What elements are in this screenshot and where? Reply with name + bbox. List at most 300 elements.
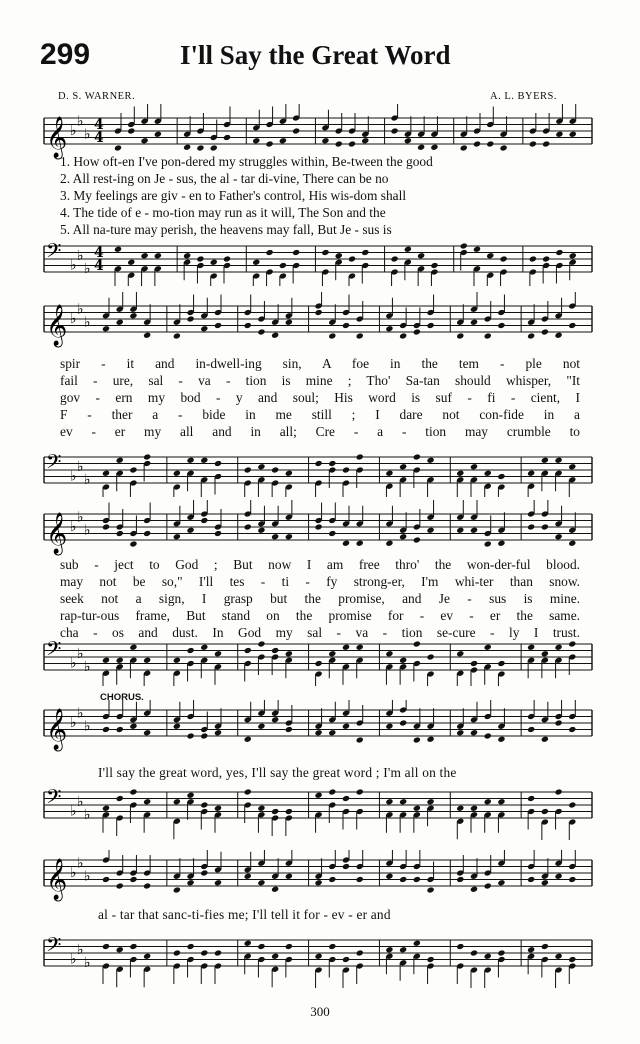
- note-chord: [391, 104, 399, 135]
- note-chord: [356, 788, 364, 829]
- note-chord: [470, 858, 478, 893]
- note-chord: [541, 808, 549, 840]
- note-chord: [385, 298, 393, 333]
- treble-clef-icon: 𝄞: [46, 305, 68, 346]
- note-chord: [315, 660, 323, 686]
- note-chord: [342, 795, 350, 830]
- note-chord: [143, 657, 151, 686]
- lyric-line: seek not a sign, I grasp but the promise, and Je - sus is mine.: [60, 591, 580, 606]
- note-chord: [497, 949, 505, 977]
- lyric-line: 1. How oft-en I've pon-dered my struggles within, Be-tween the good: [60, 154, 433, 169]
- note-chord: [315, 953, 323, 988]
- flat-icon: ♭: [77, 645, 84, 662]
- note-chord: [335, 252, 343, 280]
- note-chord: [399, 512, 407, 540]
- note-chord: [214, 805, 222, 833]
- note-chord: [196, 255, 204, 283]
- note-chord: [285, 705, 293, 733]
- note-chord: [187, 858, 195, 886]
- note-chord: [555, 644, 563, 679]
- note-chord: [315, 708, 323, 736]
- note-chord: [183, 252, 191, 280]
- note-chord: [285, 650, 293, 678]
- note-chord: [456, 855, 464, 883]
- note-chord: [200, 712, 208, 740]
- note-chord: [173, 949, 181, 984]
- note-chord: [321, 249, 329, 286]
- note-chord: [500, 255, 508, 286]
- note-chord: [555, 700, 563, 727]
- note-chord: [361, 116, 369, 144]
- note-chord: [187, 647, 195, 682]
- note-chord: [173, 304, 181, 339]
- lyrics-system-4: [60, 764, 580, 781]
- note-chord: [116, 700, 124, 733]
- note-chord: [527, 850, 535, 883]
- note-chord: [527, 304, 535, 339]
- svg-text:4: 4: [94, 130, 104, 147]
- note-chord: [200, 949, 208, 984]
- note-chord: [413, 940, 421, 975]
- lyric-line: F - ther a - bide in me still ; I dare not con-fide in a: [60, 407, 580, 422]
- flat-icon: ♭: [84, 718, 91, 735]
- note-chord: [361, 249, 369, 284]
- note-chord: [385, 506, 393, 547]
- note-chord: [143, 798, 151, 833]
- note-chord: [214, 460, 222, 495]
- note-chord: [456, 500, 464, 534]
- note-chord: [356, 506, 364, 547]
- note-chord: [427, 295, 435, 330]
- flat-icon: ♭: [77, 247, 84, 264]
- note-chord: [470, 463, 478, 497]
- note-chord: [456, 805, 464, 840]
- flat-icon: ♭: [70, 865, 77, 881]
- lyric-line: sub - ject to God ; But now I am free thro' the won-der-ful blood.: [60, 557, 580, 572]
- note-chord: [214, 650, 222, 685]
- note-chord: [456, 304, 464, 339]
- svg-text:4: 4: [94, 245, 104, 262]
- bass-clef-icon: 𝄢: [46, 933, 62, 961]
- note-chord: [427, 500, 435, 534]
- note-chord: [129, 466, 137, 497]
- note-chord: [385, 946, 393, 974]
- note-chord: [143, 503, 151, 538]
- note-chord: [555, 298, 563, 339]
- note-chord: [127, 107, 135, 135]
- note-chord: [342, 850, 350, 870]
- note-chord: [413, 805, 421, 833]
- lyric-line: gov - ern my bod - y and soul; His word is suf - fi - cient, I: [60, 390, 580, 405]
- note-chord: [102, 657, 110, 686]
- note-chord: [200, 500, 208, 524]
- note-chord: [569, 104, 577, 138]
- flat-icon: ♭: [84, 806, 91, 823]
- note-chord: [200, 298, 208, 333]
- lyricist-credit: D. S. WARNER.: [58, 91, 136, 102]
- flat-icon: ♭: [77, 458, 84, 475]
- flat-icon: ♭: [70, 468, 77, 485]
- note-chord: [385, 850, 393, 880]
- page-number: 300: [310, 1004, 330, 1019]
- note-chord: [328, 503, 336, 538]
- note-chord: [244, 295, 252, 330]
- note-chord: [470, 660, 478, 686]
- flat-icon: ♭: [84, 658, 91, 675]
- note-chord: [391, 255, 399, 286]
- treble-clef-icon: 𝄞: [46, 709, 68, 750]
- note-chord: [497, 512, 505, 547]
- note-chord: [271, 506, 279, 541]
- note-chord: [187, 943, 195, 978]
- note-chord: [470, 292, 478, 326]
- note-chord: [399, 798, 407, 833]
- note-chord: [173, 506, 181, 541]
- flat-icon: ♭: [84, 868, 91, 885]
- note-chord: [427, 956, 435, 984]
- note-chord: [116, 795, 124, 836]
- note-chord: [285, 943, 293, 978]
- lyric-line: al - tar that sanc-ti-fies me; I'll tell it for - ev - er and: [98, 907, 391, 922]
- note-chord: [315, 792, 323, 833]
- note-chord: [413, 850, 421, 883]
- note-chord: [214, 295, 222, 330]
- chorus-label: CHORUS.: [100, 692, 144, 703]
- note-chord: [555, 249, 563, 284]
- staff-lines: [44, 457, 592, 483]
- note-chord: [173, 702, 181, 730]
- svg-text:4: 4: [94, 117, 104, 134]
- staff-lines: [44, 940, 592, 966]
- lyrics-system-2: [60, 355, 580, 440]
- note-chord: [244, 466, 252, 497]
- note-chord: [541, 858, 549, 886]
- note-chord: [568, 801, 576, 840]
- note-chord: [527, 500, 535, 531]
- note-chord: [470, 805, 478, 833]
- flat-icon: ♭: [77, 301, 84, 318]
- note-chord: [328, 850, 336, 883]
- note-chord: [187, 295, 195, 323]
- note-chord: [143, 700, 151, 736]
- flat-icon: ♭: [84, 471, 91, 488]
- bass-staff-system-3: [0, 634, 640, 686]
- flat-icon: ♭: [70, 123, 77, 139]
- note-chord: [328, 650, 336, 678]
- note-chord: [114, 113, 122, 152]
- note-chord: [356, 301, 364, 340]
- treble-staff-system-5: [0, 850, 640, 908]
- flat-icon: ♭: [70, 655, 77, 672]
- note-chord: [315, 858, 323, 886]
- flat-icon: ♭: [84, 314, 91, 331]
- bass-clef-icon: 𝄢: [46, 637, 62, 665]
- note-chord: [470, 702, 478, 737]
- note-chord: [102, 805, 110, 833]
- note-chord: [385, 798, 393, 833]
- note-chord: [292, 104, 300, 135]
- note-chord: [102, 943, 110, 984]
- note-chord: [244, 702, 252, 743]
- note-chord: [143, 953, 151, 988]
- note-chord: [292, 249, 300, 284]
- note-chord: [356, 850, 364, 883]
- note-chord: [214, 949, 222, 984]
- note-chord: [257, 506, 265, 534]
- bass-staff-system-1: [0, 236, 640, 286]
- note-chord: [527, 644, 535, 679]
- note-chord: [527, 795, 535, 830]
- note-chord: [356, 705, 364, 744]
- note-chord: [404, 116, 412, 144]
- flat-icon: ♭: [70, 257, 77, 274]
- note-chord: [257, 805, 265, 833]
- note-chord: [417, 116, 425, 151]
- note-chord: [173, 657, 181, 686]
- note-chord: [244, 647, 252, 682]
- note-chord: [266, 107, 274, 148]
- note-chord: [129, 644, 137, 679]
- treble-clef-icon: 𝄞: [46, 117, 68, 158]
- note-chord: [315, 503, 323, 531]
- svg-text:4: 4: [94, 258, 104, 275]
- note-chord: [456, 943, 464, 984]
- note-chord: [427, 798, 435, 826]
- flat-icon: ♭: [77, 705, 84, 722]
- note-chord: [102, 700, 110, 733]
- note-chord: [568, 463, 576, 497]
- flat-icon: ♭: [77, 941, 84, 958]
- note-chord: [102, 298, 110, 333]
- note-chord: [200, 644, 208, 679]
- note-chord: [342, 506, 350, 547]
- note-chord: [486, 252, 494, 286]
- note-chord: [568, 292, 576, 329]
- note-chord: [497, 850, 505, 886]
- note-chord: [541, 500, 549, 531]
- note-chord: [315, 292, 323, 316]
- note-chord: [484, 301, 492, 340]
- hymn-number: 299: [40, 38, 91, 71]
- note-chord: [541, 650, 549, 678]
- note-chord: [129, 702, 137, 730]
- note-chord: [484, 798, 492, 833]
- note-chord: [348, 255, 356, 286]
- time-signature: [94, 245, 104, 274]
- note-chord: [527, 946, 535, 974]
- note-chord: [214, 708, 222, 736]
- note-chord: [486, 107, 494, 148]
- note-chord: [279, 262, 287, 286]
- bass-clef-icon: 𝄢: [46, 785, 62, 813]
- note-chord: [399, 700, 407, 727]
- note-chord: [187, 500, 195, 534]
- note-chord: [244, 940, 252, 975]
- lyric-line: fail - ure, sal - va - tion is mine ; Tho' Sa-tan should whisper, "It: [60, 373, 580, 388]
- note-chord: [497, 798, 505, 833]
- treble-staff-system-4: [0, 700, 640, 758]
- note-chord: [356, 949, 364, 984]
- note-chord: [484, 644, 492, 685]
- note-chord: [129, 943, 137, 978]
- bass-clef-icon: 𝄢: [46, 239, 62, 267]
- treble-staff-system-3: [0, 500, 640, 562]
- note-chord: [460, 242, 468, 270]
- lyric-line: ev - er my all and in all; Cre - a - tion may crumble to: [60, 424, 580, 439]
- note-chord: [315, 460, 323, 497]
- note-chord: [430, 116, 438, 151]
- note-chord: [427, 708, 435, 743]
- note-chord: [285, 850, 293, 880]
- note-chord: [252, 110, 260, 145]
- treble-clef-icon: 𝄞: [46, 859, 68, 900]
- note-chord: [116, 509, 124, 537]
- note-chord: [555, 788, 563, 829]
- note-chord: [154, 252, 162, 286]
- note-chord: [187, 457, 195, 492]
- flat-icon: ♭: [84, 954, 91, 971]
- note-chord: [555, 506, 563, 541]
- note-chord: [529, 255, 537, 286]
- note-chord: [200, 801, 208, 829]
- note-chord: [555, 104, 563, 138]
- note-chord: [271, 953, 279, 988]
- note-chord: [214, 509, 222, 537]
- note-chord: [541, 457, 549, 492]
- note-chord: [541, 943, 549, 978]
- note-chord: [116, 946, 124, 987]
- note-chord: [342, 956, 350, 988]
- note-chord: [244, 852, 252, 880]
- note-chord: [541, 702, 549, 743]
- note-chord: [266, 249, 274, 286]
- note-chord: [257, 943, 265, 978]
- lyrics-system-3: [60, 556, 580, 641]
- note-chord: [223, 255, 231, 283]
- note-chord: [328, 943, 336, 978]
- flat-icon: ♭: [84, 260, 91, 277]
- bass-clef-icon: 𝄢: [46, 450, 62, 478]
- bass-staff-system-4: [0, 780, 640, 842]
- note-chord: [223, 107, 231, 142]
- note-chord: [542, 255, 550, 283]
- staff-lines: [44, 306, 592, 332]
- note-chord: [527, 700, 535, 733]
- flat-icon: ♭: [70, 803, 77, 820]
- note-chord: [328, 304, 336, 339]
- note-chord: [285, 808, 293, 836]
- note-chord: [568, 512, 576, 547]
- note-chord: [271, 858, 279, 893]
- note-chord: [399, 850, 407, 883]
- note-chord: [342, 466, 350, 497]
- note-chord: [271, 647, 279, 675]
- note-chord: [214, 852, 222, 887]
- note-chord: [328, 702, 336, 737]
- note-chord: [141, 252, 149, 286]
- note-chord: [244, 500, 252, 531]
- note-chord: [116, 292, 124, 326]
- note-chord: [342, 644, 350, 685]
- lyric-line: may not be so," I'll tes - ti - fy strong-er, I'm whi-ter than snow.: [60, 574, 580, 589]
- flat-icon: ♭: [70, 715, 77, 731]
- lyrics-system-1: [60, 153, 580, 238]
- note-chord: [460, 116, 468, 151]
- lyric-line: rap-tur-ous frame, But stand on the promise for - ev - er the same.: [60, 608, 580, 623]
- note-chord: [413, 708, 421, 743]
- note-chord: [484, 700, 492, 740]
- flat-icon: ♭: [84, 126, 91, 143]
- note-chord: [385, 700, 393, 730]
- note-chord: [257, 700, 265, 730]
- flat-icon: ♭: [77, 113, 84, 130]
- lyrics-system-5: [60, 906, 580, 923]
- note-chord: [321, 110, 329, 145]
- note-chord: [129, 855, 137, 883]
- note-chord: [484, 953, 492, 988]
- note-chord: [568, 956, 576, 984]
- note-chord: [456, 650, 464, 686]
- note-chord: [555, 457, 563, 492]
- hymn-title: I'll Say the Great Word: [180, 40, 451, 70]
- note-chord: [143, 453, 151, 481]
- note-chord: [271, 466, 279, 497]
- note-chord: [257, 850, 265, 886]
- note-chord: [399, 946, 407, 981]
- note-chord: [497, 708, 505, 743]
- lyric-line: 3. My feelings are giv - en to Father's control, His wis-dom shall: [60, 188, 407, 203]
- lyric-line: cha - os and dust. In God my sal - va - tion se-cure - ly I trust.: [60, 625, 580, 640]
- note-chord: [470, 500, 478, 534]
- note-chord: [271, 304, 279, 339]
- note-chord: [116, 457, 124, 492]
- flat-icon: ♭: [70, 951, 77, 968]
- note-chord: [356, 644, 364, 679]
- note-chord: [342, 700, 350, 730]
- note-chord: [173, 798, 181, 839]
- lyric-line: 5. All na-ture may perish, the heavens may fall, But Je - sus is: [60, 222, 392, 237]
- flat-icon: ♭: [84, 522, 91, 539]
- note-chord: [196, 113, 204, 152]
- note-chord: [555, 850, 563, 880]
- lyric-line: spir - it and in-dwell-ing sin, A foe in the tem - ple not: [60, 356, 580, 371]
- lyric-line: 4. The tide of e - mo-tion may run as it will, The Son and the: [60, 205, 386, 220]
- note-chord: [568, 850, 576, 883]
- staff-lines: [44, 246, 592, 275]
- note-chord: [399, 463, 407, 497]
- note-chord: [285, 298, 293, 326]
- note-chord: [413, 640, 421, 681]
- note-chord: [413, 308, 421, 336]
- note-chord: [200, 850, 208, 877]
- note-chord: [569, 252, 577, 280]
- note-chord: [399, 657, 407, 685]
- time-signature: [94, 117, 104, 146]
- note-chord: [404, 246, 412, 281]
- bass-staff-system-2: [0, 447, 640, 497]
- staff-lines: [44, 118, 592, 147]
- note-chord: [555, 953, 563, 988]
- note-chord: [385, 650, 393, 685]
- note-chord: [154, 104, 162, 138]
- bass-staff-system-5: [0, 928, 640, 990]
- note-chord: [497, 660, 505, 686]
- treble-clef-icon: 𝄞: [46, 513, 68, 554]
- note-chord: [430, 262, 438, 286]
- note-chord: [470, 949, 478, 988]
- note-chord: [183, 116, 191, 151]
- flat-icon: ♭: [70, 519, 77, 535]
